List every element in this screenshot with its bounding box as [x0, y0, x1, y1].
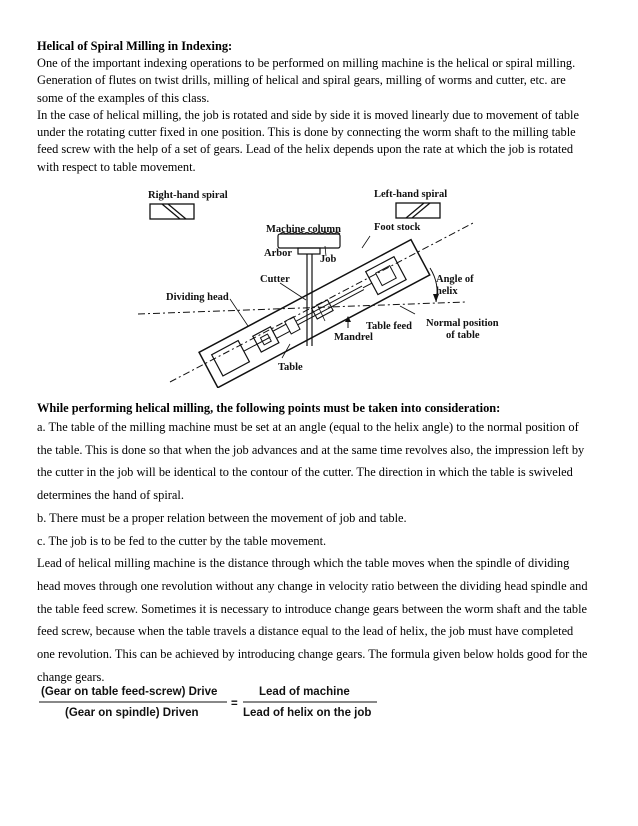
helical-milling-diagram [130, 186, 520, 388]
intro-line: Generation of flutes on twist drills, milling of helical and spiral gears, milling of worms and cutter, etc. are [37, 73, 566, 88]
change-gear-formula [37, 683, 382, 723]
label-mandrel: Mandrel [334, 332, 373, 343]
intro-paragraph [37, 55, 605, 176]
label-table: Table [278, 362, 303, 373]
label-foot-stock: Foot stock [374, 222, 421, 233]
section-heading: Helical of Spiral Milling in Indexing: [37, 39, 233, 53]
body-line: determines the hand of spiral. [37, 488, 184, 503]
body-line: Lead of helical milling machine is the distance through which the table moves when the spindle of dividing [37, 556, 570, 571]
label-table-feed: Table feed [366, 321, 412, 332]
label-angle-of: Angle of [436, 274, 474, 285]
right-hand-spiral-symbol [150, 204, 194, 219]
body-line: the table feed screw. Sometimes it is necessary to introduce change gears between the worm shaft and the table [37, 601, 588, 616]
formula-equals: = [231, 698, 238, 710]
left-hand-spiral-symbol [396, 203, 440, 218]
label-machine-column: Machine column [266, 224, 341, 235]
body-line: c. The job is to be fed to the cutter by the table movement. [37, 533, 327, 548]
label-arbor: Arbor [264, 248, 292, 259]
body-line: b. There must be a proper relation between the movement of job and table. [37, 510, 407, 525]
label-right-hand-spiral: Right-hand spiral [148, 190, 228, 201]
body-line: a. The table of the milling machine must be set at an angle (equal to the helix angle) to the normal position of [37, 420, 579, 434]
formula-left-denominator: (Gear on spindle) Driven [65, 707, 199, 719]
body-line: the cutter in the job will be identical to the contour of the cutter. The direction in which the table is swiveled [37, 465, 573, 480]
label-left-hand-spiral: Left-hand spiral [374, 189, 448, 200]
label-helix: helix [436, 286, 458, 297]
intro-line: One of the important indexing operations to be performed on milling machine is the helical or spiral milling. [37, 56, 576, 70]
formula-right-numerator: Lead of machine [259, 686, 350, 698]
intro-line: under the rotating cutter fixed in one position. This is done by connecting the worm shaft to the milling table [37, 125, 576, 140]
formula-right-denominator: Lead of helix on the job [243, 707, 372, 719]
body-line: feed screw, because when the table travels a distance equal to the lead of helix, the job must have completed [37, 624, 574, 639]
table-normal-centerline [138, 302, 465, 314]
body-line: head moves through one revolution without any change in velocity ratio between the dividing head spindle and [37, 578, 588, 593]
label-cutter: Cutter [260, 274, 290, 285]
label-dividing-head: Dividing head [166, 292, 229, 303]
formula-left-numerator: (Gear on table feed-screw) Drive [41, 686, 218, 698]
intro-line: with respect to table movement. [37, 159, 196, 174]
milling-table [199, 240, 430, 388]
label-of-table: of table [446, 330, 480, 341]
body-line: one revolution. This can be achieved by introducing change gears. The formula given below holds good for the [37, 647, 588, 662]
intro-line: feed screw with the help of a set of gears. Lead of the helix depends upon the rate at which the job is rotated [37, 142, 574, 157]
intro-line: In the case of helical milling, the job is rotated and side by side it is moved linearly due to movement of table [37, 107, 579, 122]
considerations-body [37, 416, 607, 688]
body-line: the table. This is done so that when the job advances and at the same time revolves also, the impression left by [37, 442, 585, 457]
label-job: Job [320, 254, 337, 265]
considerations-heading: While performing helical milling, the following points must be taken into consideration: [37, 401, 501, 415]
body-line: change gears. [37, 669, 105, 684]
intro-line: some of the examples of this class. [37, 90, 210, 105]
label-normal-position: Normal position [426, 318, 499, 329]
